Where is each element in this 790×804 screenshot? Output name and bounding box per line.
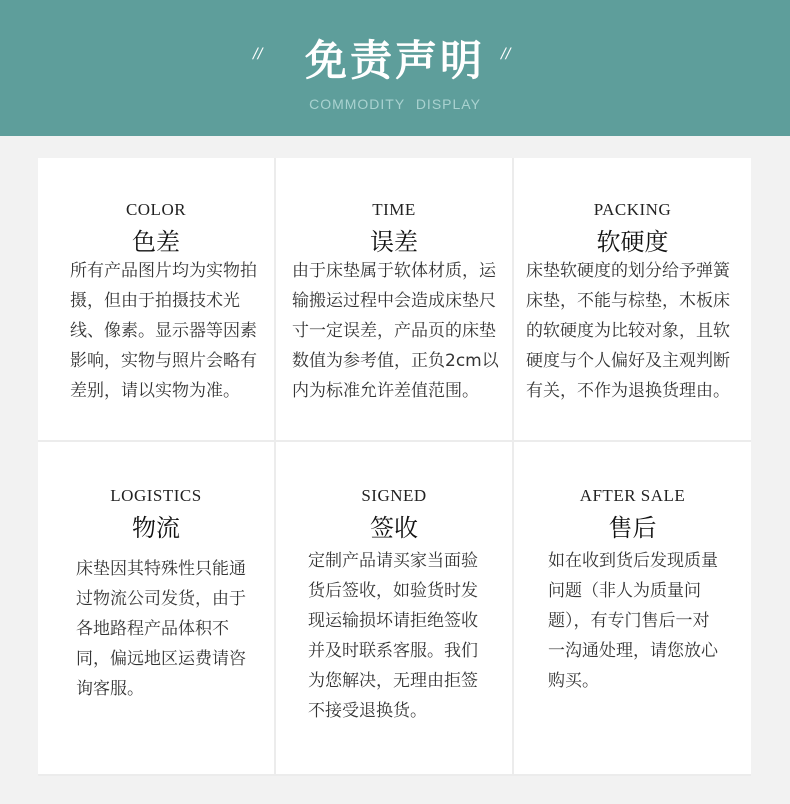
card-description: 由于床垫属于软体材质，运输搬运过程中会造成床垫尺寸一定误差，产品页的床垫数值为参考值，正负2cm以内为标准允许差值范围。	[292, 261, 499, 401]
card-color	[38, 158, 274, 440]
decorative-slash-right: //	[501, 46, 511, 62]
card-chinese-heading: 物流	[132, 514, 180, 542]
card-english-heading: LOGISTICS	[110, 486, 202, 505]
disclaimer-grid	[38, 158, 751, 776]
card-chinese-heading: 软硬度	[596, 228, 669, 256]
card-packing	[514, 158, 751, 440]
card-english-heading: AFTER SALE	[579, 486, 686, 505]
card-english-heading: TIME	[372, 200, 416, 219]
card-chinese-heading: 误差	[370, 228, 418, 256]
page-subtitle: COMMODITY DISPLAY	[309, 96, 481, 112]
page-title: 免责声明	[304, 36, 485, 85]
card-description: 如在收到货后发现质量问题（非人为质量问题），有专门售后一对一沟通处理，请您放心购买。	[548, 551, 718, 691]
card-logistics	[38, 442, 274, 774]
header-banner	[0, 0, 790, 136]
card-description: 所有产品图片均为实物拍摄，但由于拍摄技术光线、像素。显示器等因素影响，实物与照片会略有差别，请以实物为准。	[70, 261, 257, 401]
card-chinese-heading: 签收	[370, 514, 418, 542]
card-description: 定制产品请买家当面验货后签收，如验货时发现运输损坏请拒绝签收并及时联系客服。我们为您解决，无理由拒签不接受退换货。	[308, 551, 478, 721]
decorative-slash-left: //	[253, 46, 263, 62]
card-english-heading: SIGNED	[361, 486, 427, 505]
card-english-heading: PACKING	[593, 200, 672, 219]
card-english-heading: COLOR	[125, 200, 187, 219]
card-chinese-heading: 色差	[132, 228, 180, 256]
card-after-sale	[514, 442, 751, 774]
card-signed	[276, 442, 512, 774]
card-chinese-heading: 售后	[608, 514, 657, 542]
card-time	[276, 158, 512, 440]
card-description: 床垫软硬度的划分给予弹簧床垫，不能与棕垫，木板床的软硬度为比较对象，且软硬度与个人偏好及主观判断有关，不作为退换货理由。	[526, 261, 730, 401]
card-description: 床垫因其特殊性只能通过物流公司发货，由于各地路程产品体积不同，偏远地区运费请咨询客服。	[76, 559, 246, 699]
